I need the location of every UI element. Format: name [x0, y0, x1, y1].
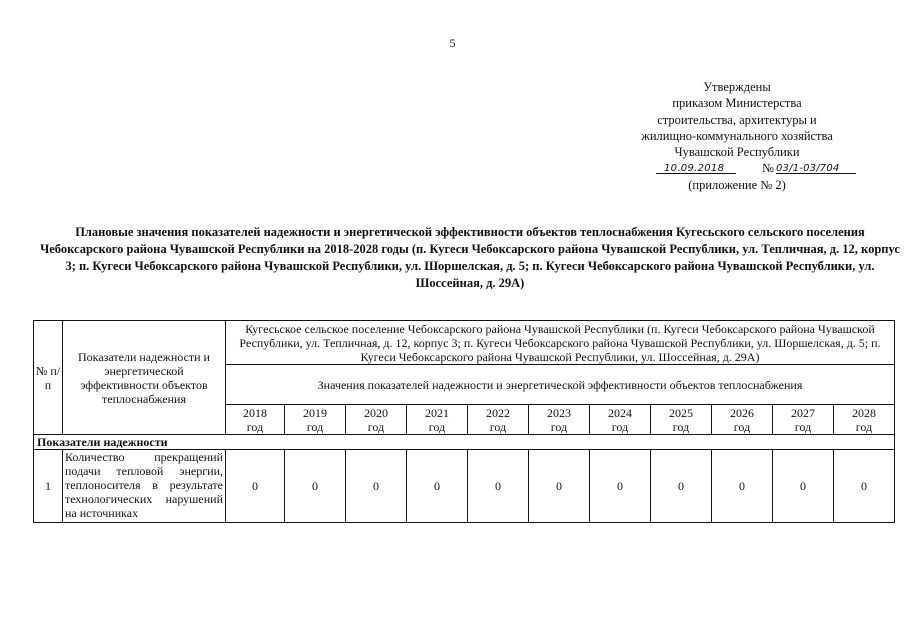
- year-label: 2022: [486, 405, 510, 420]
- year-header-cell: [285, 405, 346, 435]
- year-header-cell: [773, 405, 834, 435]
- year-suffix: год: [733, 419, 751, 434]
- year-label: 2020: [364, 405, 388, 420]
- value-cell: 0: [773, 450, 834, 523]
- document-title: Плановые значения показателей надежности и энергетической эффективности объектов теплоснабжения Кугесьского сельского поселения Чебоксарского района Чувашской Республики на 2018-2028 годы (п. Кугеси Чебоксарского района Чувашской Республики, ул. Тепличная, д. 12, корпус 3; п. Кугеси Чебоксарского района Чувашской Республики, ул. Шоршелская, д. 5; п. Кугеси Чебоксарского района Чувашской Республики, ул. Шоссейная, д. 29А): [40, 225, 900, 290]
- number-underline: [776, 173, 856, 174]
- approval-block: [612, 79, 862, 194]
- year-header-cell: [590, 405, 651, 435]
- year-label: 2026: [730, 405, 754, 420]
- value-cell: 0: [285, 450, 346, 523]
- row-number: 1: [34, 450, 63, 523]
- value-cell: 0: [712, 450, 773, 523]
- year-suffix: год: [550, 419, 568, 434]
- year-suffix: год: [672, 419, 690, 434]
- indicators-table: [33, 320, 895, 523]
- year-header-cell: [407, 405, 468, 435]
- approval-line: Утверждены: [703, 80, 771, 94]
- year-label: 2021: [425, 405, 449, 420]
- appendix-note: (приложение № 2): [688, 178, 786, 193]
- year-header-cell: [468, 405, 529, 435]
- year-suffix: год: [428, 419, 446, 434]
- year-label: 2027: [791, 405, 815, 420]
- date-underline: [656, 173, 736, 174]
- year-label: 2018: [243, 405, 267, 420]
- approval-line: жилищно-коммунального хозяйства: [641, 128, 833, 143]
- year-label: 2023: [547, 405, 571, 420]
- year-suffix: год: [794, 419, 812, 434]
- year-suffix: год: [855, 419, 873, 434]
- year-label: 2025: [669, 405, 693, 420]
- value-cell: 0: [407, 450, 468, 523]
- approval-line: приказом Министерства: [672, 96, 802, 111]
- year-suffix: год: [611, 419, 629, 434]
- value-cell: 0: [651, 450, 712, 523]
- value-cell: 0: [834, 450, 895, 523]
- year-label: 2024: [608, 405, 632, 420]
- col-header-number: № п/п: [34, 321, 63, 435]
- value-cell: 0: [529, 450, 590, 523]
- year-suffix: год: [246, 419, 264, 434]
- approval-line: строительства, архитектуры и: [657, 112, 817, 127]
- year-header-cell: [651, 405, 712, 435]
- year-header-cell: [712, 405, 773, 435]
- approval-line: Чувашской Республики: [674, 145, 800, 160]
- year-label: 2028: [852, 405, 876, 420]
- year-suffix: год: [306, 419, 324, 434]
- year-header-cell: [346, 405, 407, 435]
- handwritten-order-number: 03/1-03/704: [776, 163, 840, 175]
- col-header-indicator: Показатели надежности и энергетической эффективности объектов теплоснабжения: [63, 321, 226, 435]
- value-cell: 0: [468, 450, 529, 523]
- year-header-cell: [529, 405, 590, 435]
- handwritten-date: 10.09.2018: [664, 163, 725, 175]
- table-row: [34, 450, 895, 523]
- year-header-cell: [226, 405, 285, 435]
- year-label: 2019: [303, 405, 327, 420]
- year-suffix: год: [367, 419, 385, 434]
- value-cell: 0: [590, 450, 651, 523]
- year-header-cell: [834, 405, 895, 435]
- page-number: 5: [449, 36, 456, 50]
- values-header: Значения показателей надежности и энергетической эффективности объектов теплоснабжения: [226, 365, 895, 405]
- value-cell: 0: [226, 450, 285, 523]
- section-header: Показатели надежности: [34, 435, 895, 450]
- approval-date-number-line: [612, 160, 862, 177]
- location-header: Кугесьское сельское поселение Чебоксарского района Чувашской Республики (п. Кугеси Чебоксарского района Чувашской Республики, ул. Тепличная, д. 12, корпус 3; п. Кугеси Чебоксарского района Чувашской Республики, ул. Шоршелская, д. 5; п. Кугеси Чебоксарского района Чувашской Республики, ул. Шоссейная, д. 29А): [226, 321, 895, 365]
- indicator-name: Количество прекращений подачи тепловой энергии, теплоносителя в результате технологических нарушений на источниках: [63, 450, 226, 523]
- value-cell: 0: [346, 450, 407, 523]
- number-sign: №: [762, 161, 774, 176]
- year-suffix: год: [489, 419, 507, 434]
